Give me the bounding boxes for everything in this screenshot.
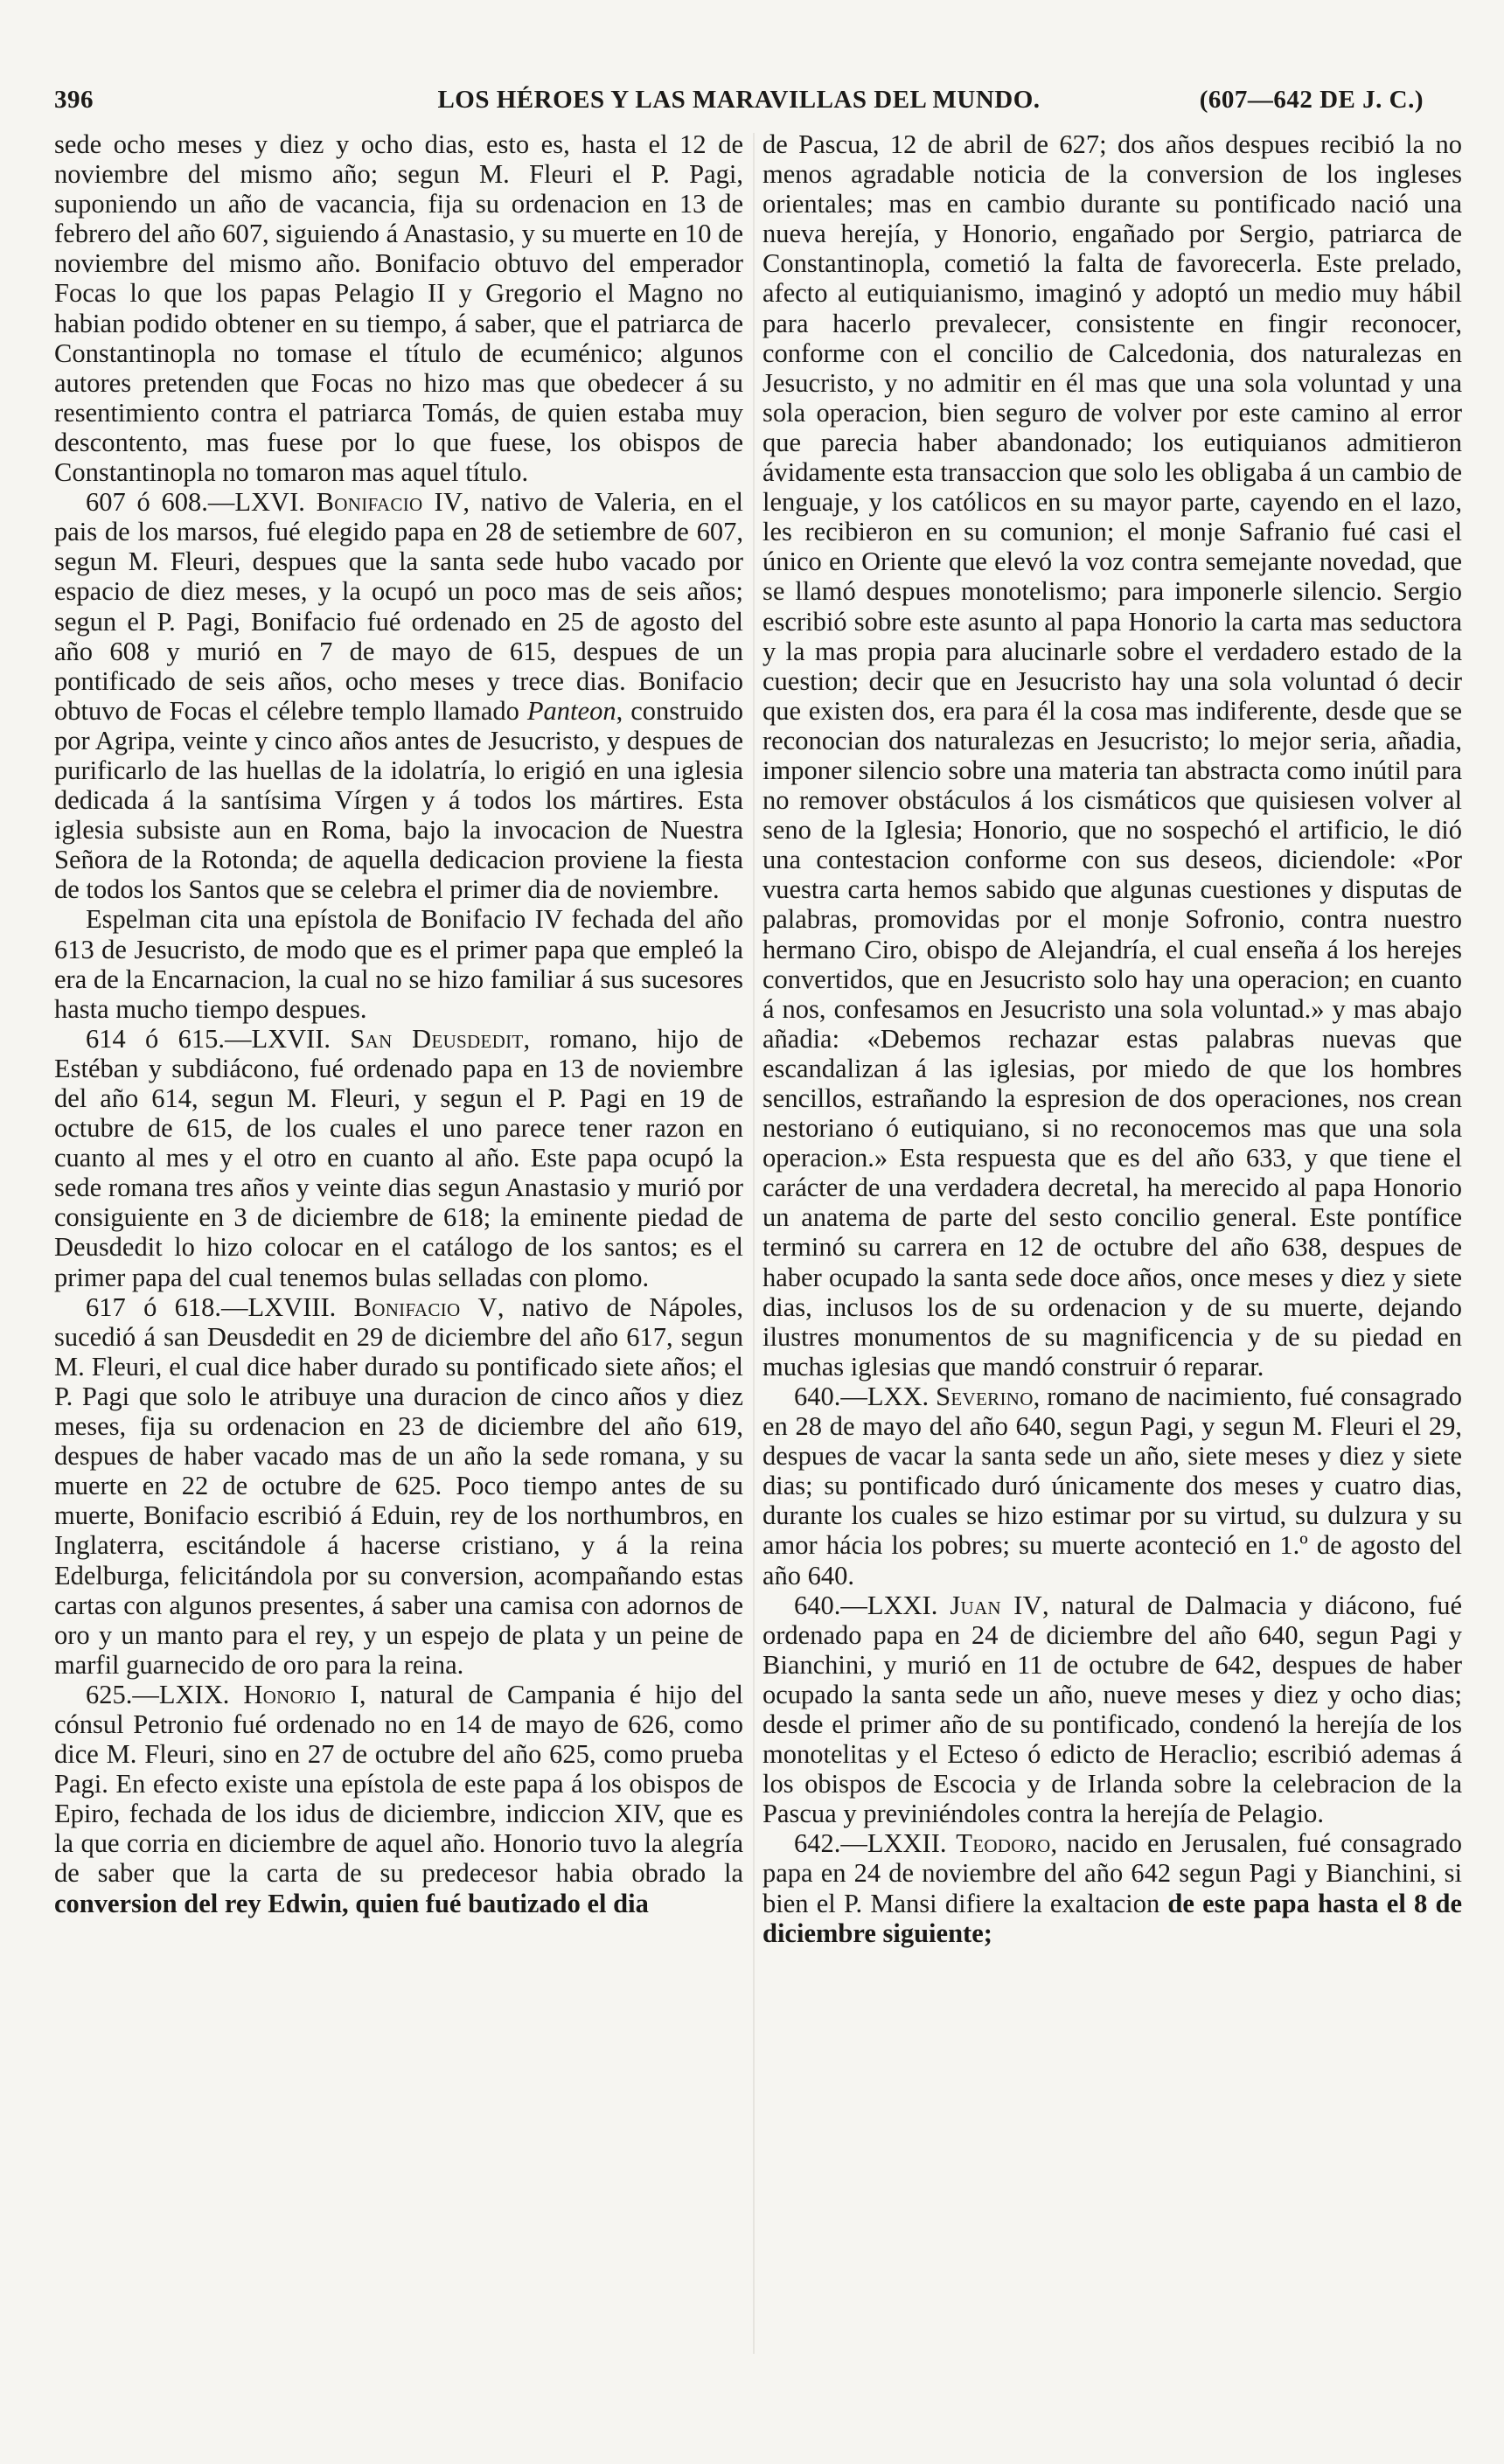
pope-name: Honorio I bbox=[243, 1679, 359, 1709]
pope-name: Teodoro bbox=[956, 1828, 1051, 1859]
paragraph-juan-iv: 640.—LXXI. Juan IV, natural de Dalmacia y diácono, fué ordenado papa en 24 de diciembre del año 640, segun Pagi y Bianchini, y murió en 11 de octubre de 642, despues de haber ocupado la santa sede un año, nueve meses y diez y ocho dias; desde el primer año de su pontificado, condenó la herejía de los monotelitas y el Ecteso ó edicto de Heraclio; escribió ademas á los obispos de Escocia y de Irlanda sobre la celebracion de la Pascua y previniéndoles contra la herejía de Pelagio. bbox=[762, 1590, 1462, 1829]
paragraph-honorio-i: 625.—LXIX. Honorio I, natural de Campania é hijo del cónsul Petronio fué ordenado no en 14 de mayo de 626, como dice M. Fleuri, sino en 27 de octubre del año 625, como prueba Pagi. En efecto existe una epístola de este papa á los obispos de Epiro, fechada de los idus de diciembre, indiccion XIV, que es la que corria en diciembre de aquel año. Honorio tuvo la alegría de saber que la carta de su predecesor habia obrado la conversion del rey Edwin, quien fué bautizado el dia bbox=[54, 1679, 743, 1918]
left-column bbox=[54, 129, 743, 2377]
date-range: (607—642 DE J. C.) bbox=[1199, 86, 1424, 114]
page-number: 396 bbox=[54, 86, 94, 114]
paragraph-honorio-continued: de Pascua, 12 de abril de 627; dos años despues recibió la no menos agradable noticia de la conversion de los ingleses orientales; mas en cambio durante su pontificado nació una nueva herejía, y Honorio, engañado por Sergio, patriarca de Constantinopla, cometió la falta de favorecerla. Este prelado, afecto al eutiquianismo, imaginó y adoptó un medio muy hábil para hacerlo prevalecer, consistente en fingir reconocer, conforme con el concilio de Calcedonia, dos naturalezas en Jesucristo, y no admitir en él mas que una sola voluntad y una sola operacion, bien seguro de volver por este camino al error que parecia haber abandonado; los eutiquianos admitieron ávidamente esta transaccion que solo les obligaba á un cambio de lenguaje, y los católicos en su mayor parte, cayendo en el lazo, les recibieron en su comunion; el monje Safranio fué casi el único en Oriente que elevó la voz contra semejante novedad, que se llamó despues monotelismo; para imponerle silencio. Sergio escribió sobre este asunto al papa Honorio la carta mas seductora y la mas propia para alucinarle sobre el verdadero estado de la cuestion; decir que en Jesucristo hay una sola voluntad ó decir que existen dos, era para él la cosa mas indiferente, desde que se reconocian dos naturalezas en Jesucristo; lo mejor seria, añadia, imponer silencio sobre una materia tan abstracta como inútil para no remover obstáculos á los cismáticos que quisiesen volver al seno de la Iglesia; Honorio, que no sospechó el artificio, le dió una contestacion conforme con sus deseos, diciendole: «Por vuestra carta hemos sabido que algunas cuestiones y disputas de palabras, promovidas por el monje Sofronio, contra nuestro hermano Ciro, obispo de Alejandría, el cual enseña á los herejes convertidos, que en Jesucristo solo hay una operacion; en cuanto á nos, confesamos en Jesucristo una sola voluntad.» y mas abajo añadia: «Debemos rechazar estas palabras nuevas que escandalizan á las iglesias, por miedo de que los hombres sencillos, estrañando la espresion de dos operaciones, nos crean nestoriano ó eutiquiano, si no reconocemos mas que una sola operacion.» Esta respuesta que es del año 633, y que tiene el carácter de una verdadera decretal, ha merecido al papa Honorio un anatema de parte del sesto concilio general. Este pontífice terminó su carrera en 12 de octubre del año 638, despues de haber ocupado la santa sede doce años, once meses y diez y siete dias, inclusos los de su ordenacion y de su muerte, dejando ilustres monumentos de su magnificencia y de su piedad en muchas iglesias que mandó construir ó reparar. bbox=[762, 129, 1462, 1382]
entry-number: 625.—LXIX. bbox=[86, 1679, 244, 1709]
running-title: LOS HÉROES Y LAS MARAVILLAS DEL MUNDO. bbox=[437, 86, 1041, 114]
pope-name: Bonifacio IV bbox=[316, 487, 463, 518]
paragraph-bonifacio-iv: 607 ó 608.—LXVI. Bonifacio IV, nativo de Valeria, en el pais de los marsos, fué elegido papa en 28 de setiembre de 607, segun M. Fleuri, despues que la santa sede hubo vacado por espacio de diez meses, y la ocupó un poco mas de seis años; segun el P. Pagi, Bonifacio fué ordenado en 25 de agosto del año 608 y murió en 7 de mayo de 615, despues de un pontificado de seis años, ocho meses y trece dias. Bonifacio obtuvo de Focas el célebre templo llamado Panteon, construido por Agripa, veinte y cinco años antes de Jesucristo, y despues de purificarlo de las huellas de la idolatría, lo erigió en una iglesia dedicada á la santísima Vírgen y á todos los mártires. Esta iglesia subsiste aun en Roma, bajo la invocacion de Nuestra Señora de la Rotonda; de aquella dedicacion proviene la fiesta de todos los Santos que se celebra el primer dia de noviembre. bbox=[54, 487, 743, 905]
bottom-line: conversion del rey Edwin, quien fué bautizado el dia bbox=[54, 1888, 649, 1918]
paragraph-espelman: Espelman cita una epístola de Bonifacio IV fechada del año 613 de Jesucristo, de modo que es el primer papa que empleó la era de la Encarnacion, la cual no se hizo familiar á sus sucesores hasta mucho tiempo despues. bbox=[54, 904, 743, 1024]
pope-name: San Deusdedit bbox=[350, 1023, 524, 1054]
entry-number: 617 ó 618.—LXVIII. bbox=[86, 1291, 354, 1322]
paragraph-teodoro: 642.—LXXII. Teodoro, nacido en Jerusalen, fué consagrado papa en 24 de noviembre del año 642 segun Pagi y Bianchini, si bien el P. Mansi difiere la exaltacion de este papa hasta el 8 de diciembre siguiente; bbox=[762, 1828, 1462, 1948]
italic-term: Panteon bbox=[526, 695, 616, 726]
entry-number: 640.—LXXI. bbox=[794, 1590, 950, 1620]
pope-name: Bonifacio V bbox=[353, 1291, 498, 1322]
right-column bbox=[762, 129, 1462, 2377]
bottom-line: de este papa hasta el 8 de diciembre siguiente; bbox=[762, 1888, 1462, 1948]
entry-number: 640.—LXX. bbox=[794, 1381, 937, 1411]
column-divider bbox=[753, 133, 755, 2354]
pope-name: Juan IV bbox=[950, 1590, 1042, 1620]
paragraph-bonifacio-iii-end: sede ocho meses y diez y ocho dias, esto es, hasta el 12 de noviembre del mismo año; segun M. Fleuri el P. Pagi, suponiendo un año de vacancia, fija su ordenacion en 13 de febrero del año 607, siguiendo á Anastasio, y su muerte en 10 de noviembre del mismo año. Bonifacio obtuvo del emperador Focas lo que los papas Pelagio II y Gregorio el Magno no habian podido obtener en su tiempo, á saber, que el patriarca de Constantinopla no tomase el título de ecuménico; algunos autores pretenden que Focas no hizo mas que obedecer á su resentimiento contra el patriarca Tomás, de quien estaba muy descontento, mas fuese por lo que fuese, los obispos de Constantinopla no tomaron mas aquel título. bbox=[54, 129, 743, 488]
entry-number: 607 ó 608.—LXVI. bbox=[86, 487, 317, 518]
pope-name: Severino bbox=[936, 1381, 1034, 1411]
entry-number: 614 ó 615.—LXVII. bbox=[86, 1023, 351, 1054]
running-header bbox=[54, 86, 1424, 129]
paragraph-deusdedit: 614 ó 615.—LXVII. San Deusdedit, romano, hijo de Estéban y subdiácono, fué ordenado papa en 13 de noviembre del año 614, segun M. Fleuri, y segun el P. Pagi en 19 de octubre de 615, de los cuales el uno parece tener razon en cuanto al mes y el otro en cuanto al año. Este papa ocupó la sede romana tres años y veinte dias segun Anastasio y murió por consiguiente en 3 de diciembre de 618; la eminente piedad de Deusdedit lo hizo colocar en el catálogo de los santos; es el primer papa del cual tenemos bulas selladas con plomo. bbox=[54, 1023, 743, 1292]
paragraph-bonifacio-v: 617 ó 618.—LXVIII. Bonifacio V, nativo de Nápoles, sucedió á san Deusdedit en 29 de diciembre del año 617, segun M. Fleuri, el cual dice haber durado su pontificado siete años; el P. Pagi que solo le atribuye una duracion de cinco años y diez meses, fija su ordenacion en 23 de diciembre del año 619, despues de haber vacado mas de un año la sede romana, y su muerte en 22 de octubre de 625. Poco tiempo antes de su muerte, Bonifacio escribió á Eduin, rey de los northumbros, en Inglaterra, escitándole á hacerse cristiano, y á la reina Edelburga, felicitándola por su conversion, acompañando estas cartas con algunos presentes, á saber una camisa con adornos de oro y un manto para el rey, y un espejo de plata y un peine de marfil guarnecido de oro para la reina. bbox=[54, 1291, 743, 1680]
entry-number: 642.—LXXII. bbox=[794, 1828, 957, 1859]
paragraph-severino: 640.—LXX. Severino, romano de nacimiento, fué consagrado en 28 de mayo del año 640, segun Pagi, y segun M. Fleuri el 29, despues de vacar la santa sede un año, siete meses y diez y siete dias; su pontificado duró únicamente dos meses y cuatro dias, durante los cuales se hizo estimar por su virtud, su dulzura y su amor hácia los pobres; su muerte aconteció en 1.º de agosto del año 640. bbox=[762, 1381, 1462, 1590]
